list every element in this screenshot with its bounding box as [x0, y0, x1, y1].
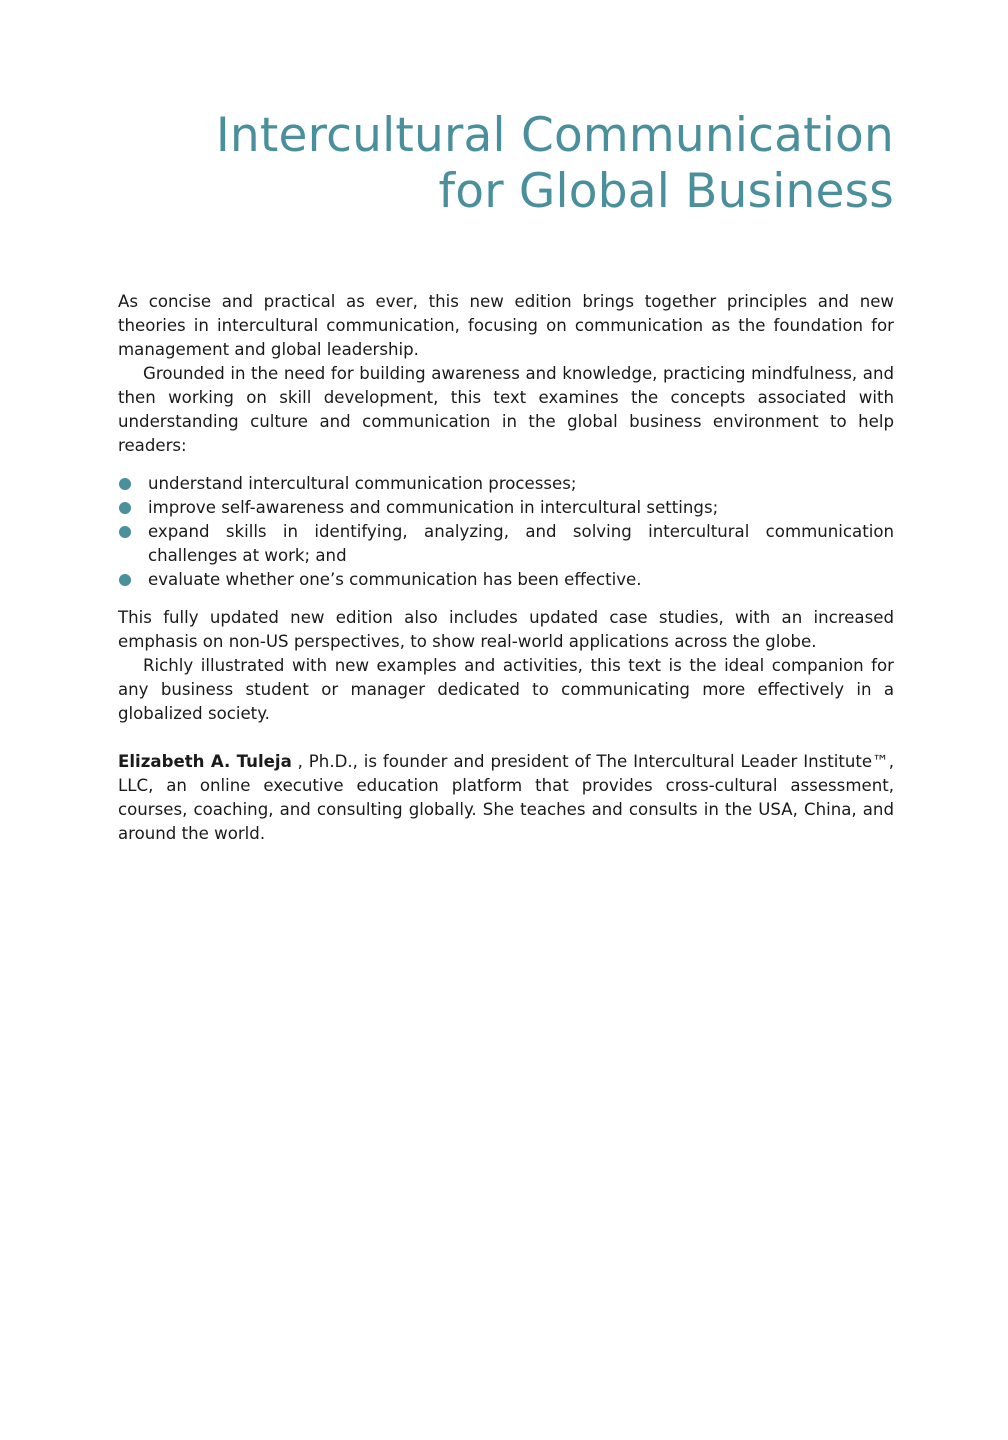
closing-paragraph-2: Richly illustrated with new examples and activities, this text is the ideal companion for any business student or manager dedicated to communicating more effectively in a globalized society. [118, 656, 894, 723]
book-title-line-2: for Global Business [438, 164, 894, 219]
bullet-dot-icon [119, 478, 131, 490]
list-item-text: understand intercultural communication processes; [148, 474, 577, 493]
bullet-dot-icon [119, 502, 131, 514]
bullet-dot-icon [119, 526, 131, 538]
back-cover-page [118, 108, 894, 846]
book-title-line-1: Intercultural Communication [215, 108, 894, 163]
description [118, 290, 894, 846]
list-item-text: evaluate whether one’s communication has been effective. [148, 570, 642, 589]
author-bio-text: , Ph.D., is founder and president of The Intercultural Leader Institute™, LLC, an online executive education platform that provides cross-cultural assessment, courses, coaching, and consulting globally. She teaches and consults in the USA, China, and around the world. [118, 752, 894, 843]
list-item [118, 496, 894, 520]
list-item-text: improve self-awareness and communication in intercultural settings; [148, 498, 719, 517]
author-name: Elizabeth A. Tuleja [118, 752, 292, 771]
list-item [118, 568, 894, 592]
bullet-dot-icon [119, 574, 131, 586]
list-item [118, 472, 894, 496]
section-spacer [118, 726, 894, 750]
objectives-list [118, 472, 894, 592]
list-item [118, 520, 894, 568]
closing-paragraph-1: This fully updated new edition also includes updated case studies, with an increased emphasis on non-US perspectives, to show real-world applications across the globe. [118, 608, 894, 651]
list-item-text: expand skills in identifying, analyzing, and solving intercultural communication challenges at work; and [148, 522, 894, 565]
book-title [118, 108, 894, 220]
author-bio [118, 750, 894, 846]
intro-paragraph-1: As concise and practical as ever, this new edition brings together principles and new theories in intercultural communication, focusing on communication as the foundation for management and global leadership. [118, 292, 894, 359]
intro-paragraph-2: Grounded in the need for building awareness and knowledge, practicing mindfulness, and then working on skill development, this text examines the concepts associated with understanding culture and communication in the global business environment to help readers: [118, 364, 894, 455]
